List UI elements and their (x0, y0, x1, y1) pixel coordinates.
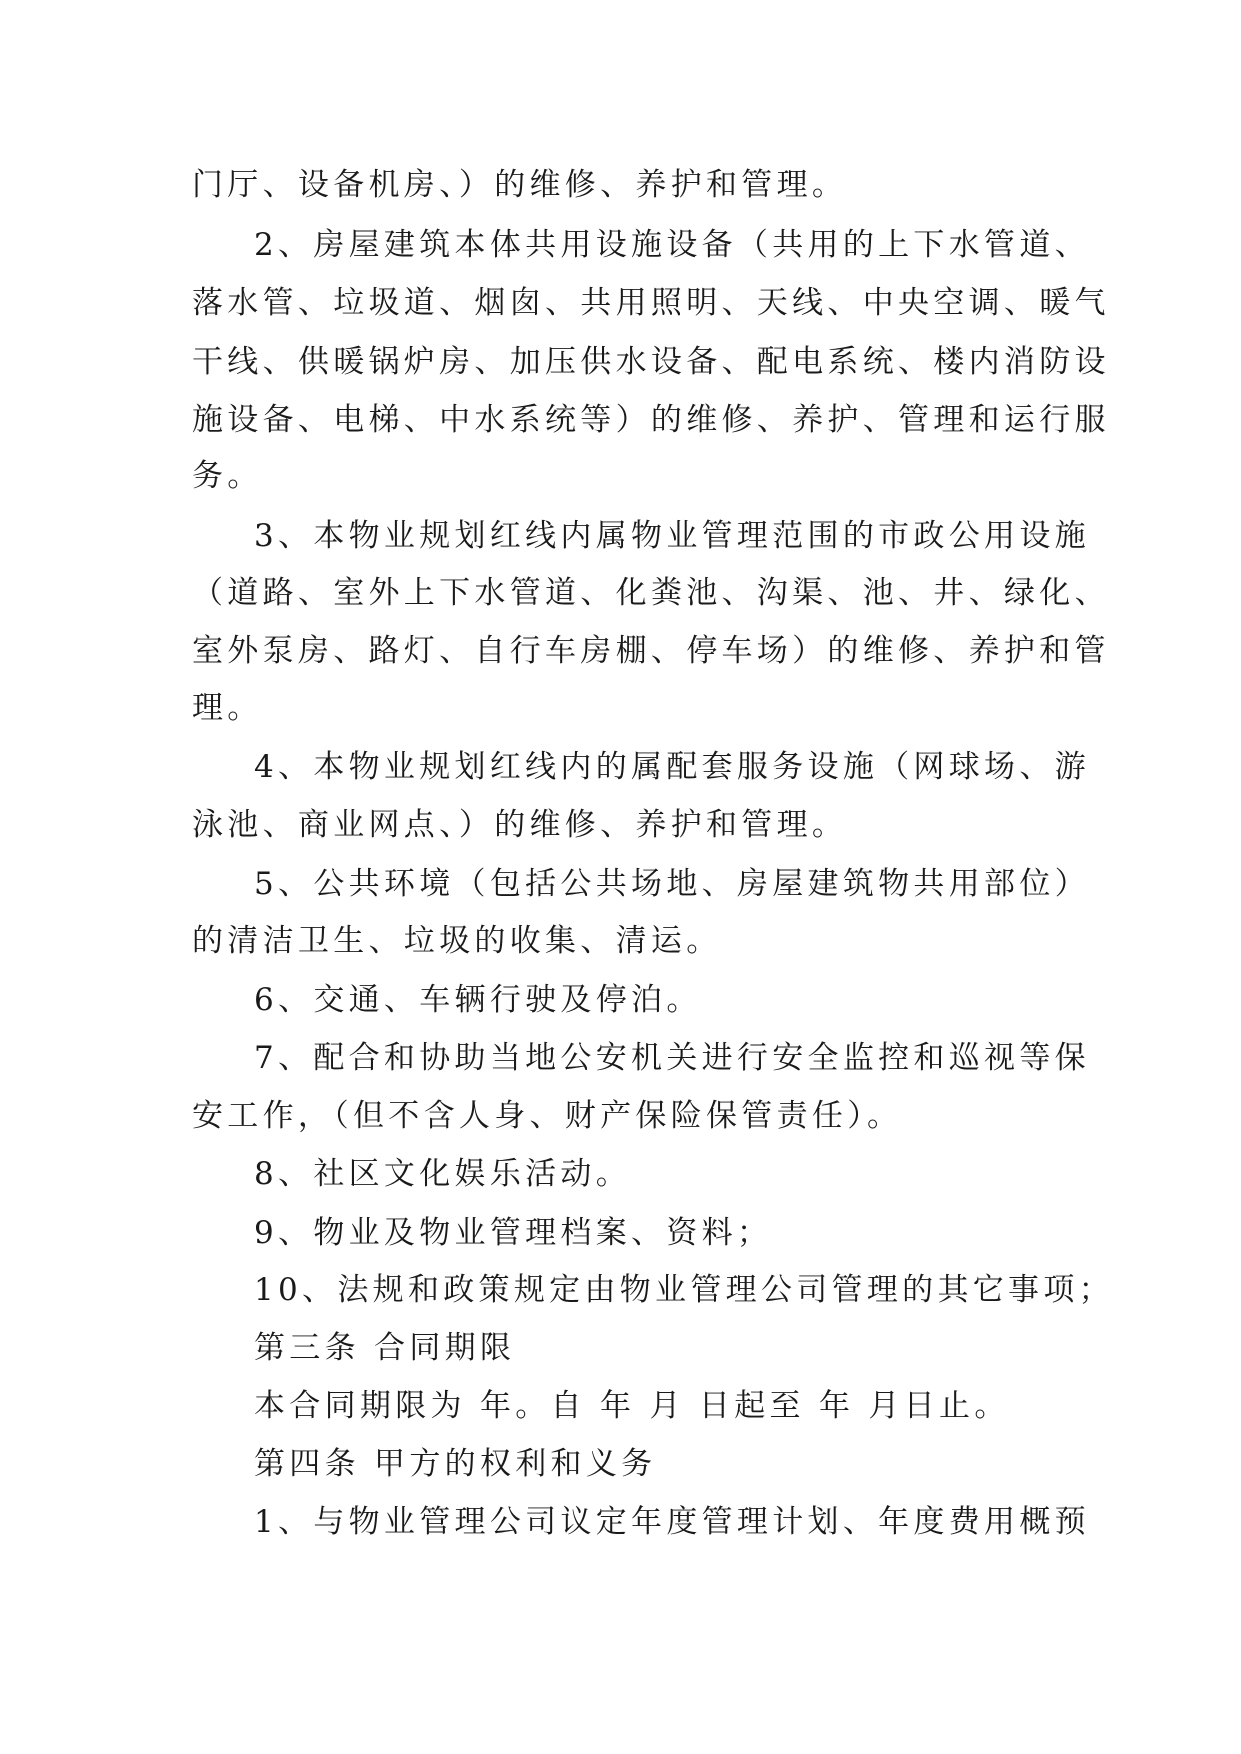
text-line-2: 2、房屋建筑本体共用设施设备（共用的上下水管道、 (254, 227, 1090, 263)
text-line-15: 6、交通、车辆行驶及停泊。 (254, 982, 702, 1018)
text-line-8: （道路、室外上下水管道、化粪池、沟渠、池、井、绿化、 (192, 575, 1110, 611)
text-line-12: 泳池、商业网点、）的维修、养护和管理。 (192, 807, 848, 843)
text-line-11: 4、本物业规划红线内的属配套服务设施（网球场、游 (254, 749, 1090, 785)
section-heading-3: 第三条 合同期限 (254, 1330, 516, 1366)
text-line-22: 本合同期限为 年。自 年 月 日起至 年 月日止。 (254, 1388, 1010, 1424)
text-line-7: 3、本物业规划红线内属物业管理范围的市政公用设施 (254, 518, 1090, 554)
text-line-5: 施设备、电梯、中水系统等）的维修、养护、管理和运行服 (192, 402, 1110, 438)
text-line-18: 8、社区文化娱乐活动。 (254, 1156, 632, 1192)
text-line-19: 9、物业及物业管理档案、资料； (254, 1215, 773, 1251)
text-line-13: 5、公共环境（包括公共场地、房屋建筑物共用部位） (254, 866, 1090, 902)
section-heading-4: 第四条 甲方的权利和义务 (254, 1446, 657, 1482)
text-line-14: 的清洁卫生、垃圾的收集、清运。 (192, 923, 722, 959)
text-line-4: 干线、供暖锅炉房、加压供水设备、配电系统、楼内消防设 (192, 344, 1110, 380)
text-line-9: 室外泵房、路灯、自行车房棚、停车场）的维修、养护和管 (192, 633, 1110, 669)
text-line-20: 10、法规和政策规定由物业管理公司管理的其它事项； (254, 1272, 1114, 1308)
text-line-1: 门厅、设备机房、）的维修、养护和管理。 (192, 167, 848, 203)
text-line-24: 1、与物业管理公司议定年度管理计划、年度费用概预 (254, 1504, 1090, 1540)
text-line-16: 7、配合和协助当地公安机关进行安全监控和巡视等保 (254, 1040, 1090, 1076)
text-line-10: 理。 (192, 690, 263, 726)
text-line-17: 安工作，（但不含人身、财产保险保管责任）。 (192, 1098, 903, 1134)
text-line-3: 落水管、垃圾道、烟囱、共用照明、天线、中央空调、暖气 (192, 285, 1110, 321)
text-line-6: 务。 (192, 458, 263, 494)
